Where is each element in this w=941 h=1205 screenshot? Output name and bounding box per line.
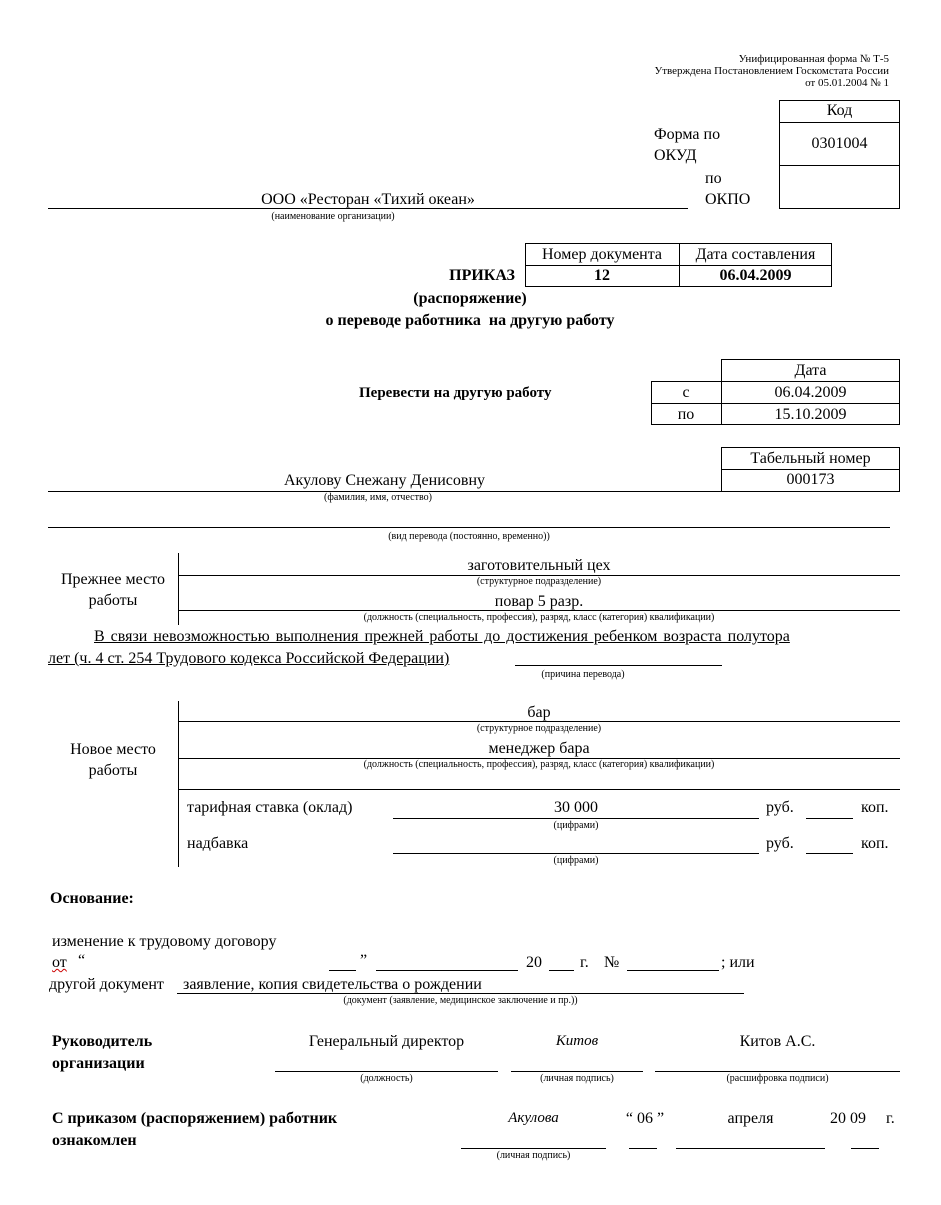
organization-caption: (наименование организации) <box>271 211 395 222</box>
okpo-label-2: ОКПО <box>705 191 751 208</box>
ack-signature-caption: (личная подпись) <box>496 1150 571 1161</box>
previous-position: повар 5 разр. <box>494 593 584 610</box>
open-quote: “ <box>78 952 86 969</box>
rate-kop: коп. <box>861 799 889 816</box>
organization-name: ООО «Ресторан «Тихий океан» <box>261 191 475 208</box>
to-label: по <box>677 406 695 423</box>
from-label: с <box>682 384 690 401</box>
okud-label-1: Форма по <box>654 126 721 143</box>
code-header: Код <box>826 102 853 119</box>
ack-year: 20 09 <box>830 1110 866 1127</box>
year-prefix: 20 <box>526 954 542 971</box>
or-label: ; или <box>721 954 755 971</box>
new-position: менеджер бара <box>488 740 590 757</box>
okpo-label-1: по <box>705 170 722 187</box>
contract-number-field <box>627 970 719 971</box>
rate-label: тарифная ставка (оклад) <box>187 799 353 816</box>
transfer-type-caption: (вид перевода (постоянно, временно)) <box>388 531 550 542</box>
transfer-date-header: Дата <box>794 362 827 379</box>
contract-day-field <box>329 970 356 971</box>
reason-line-1: В связи невозможностью выполнения прежней работы до достижения ребенком возраста полутора <box>94 628 790 645</box>
head-decoding-caption: (расшифровка подписи) <box>726 1073 829 1084</box>
other-doc-value: заявление, копия свидетельства о рождении <box>183 976 482 993</box>
year-suffix: г. <box>580 954 589 971</box>
ack-month: апреля <box>727 1110 774 1127</box>
ack-signature: Акулова <box>508 1110 559 1126</box>
head-decoding: Китов А.С. <box>739 1033 816 1050</box>
number-sign: № <box>604 954 620 971</box>
from-date: 06.04.2009 <box>774 384 847 401</box>
head-label-1: Руководитель <box>52 1033 153 1050</box>
to-date: 15.10.2009 <box>774 406 847 423</box>
head-signature-caption: (личная подпись) <box>540 1073 614 1084</box>
form-name: Унифицированная форма № Т-5 <box>738 53 889 65</box>
bonus-caption: (цифрами) <box>553 855 599 866</box>
previous-place-label-2: работы <box>88 592 138 609</box>
rate-caption: (цифрами) <box>553 820 599 831</box>
close-quote: ” <box>360 952 368 969</box>
bonus-label: надбавка <box>187 835 249 852</box>
document-title: ПРИКАЗ <box>449 267 515 284</box>
new-place-label-2: работы <box>88 762 138 779</box>
reason-caption: (причина перевода) <box>541 669 625 680</box>
head-signature: Китов <box>555 1033 599 1049</box>
doc-number: 12 <box>594 267 610 284</box>
ack-year-suffix: г. <box>886 1110 895 1127</box>
bonus-kop: коп. <box>861 835 889 852</box>
previous-department: заготовительный цех <box>467 557 611 574</box>
rate-rub: руб. <box>766 799 794 816</box>
ack-label-2: ознакомлен <box>52 1132 137 1149</box>
form-approval-date: от 05.01.2004 № 1 <box>805 77 889 89</box>
new-position-caption: (должность (специальность, профессия), разряд, класс (категория) квалификации) <box>363 759 715 770</box>
employee-name-caption: (фамилия, имя, отчество) <box>324 492 432 503</box>
previous-place-label-1: Прежнее место <box>61 571 165 588</box>
head-position: Генеральный директор <box>308 1033 465 1050</box>
contract-month-field <box>376 970 518 971</box>
previous-position-caption: (должность (специальность, профессия), разряд, класс (категория) квалификации) <box>363 612 715 623</box>
new-department: бар <box>527 704 551 721</box>
ack-day: “ 06 ” <box>625 1110 665 1127</box>
contract-change-label: изменение к трудовому договору <box>52 933 277 950</box>
other-doc-label: другой документ <box>49 976 164 993</box>
bonus-rub: руб. <box>766 835 794 852</box>
basis-title: Основание: <box>50 890 134 907</box>
from-word: от <box>52 954 67 971</box>
transfer-label: Перевести на другую работу <box>359 385 552 401</box>
previous-department-caption: (структурное подразделение) <box>476 576 602 587</box>
document-subtitle: (распоряжение) <box>413 290 527 307</box>
reason-line-2: лет (ч. 4 ст. 254 Трудового кодекса Российской Федерации) <box>48 650 450 667</box>
tab-number-header: Табельный номер <box>750 450 871 467</box>
form-approval: Утверждена Постановлением Госкомстата России <box>654 65 889 77</box>
rate-value: 30 000 <box>554 799 598 816</box>
head-label-2: организации <box>52 1055 145 1072</box>
doc-number-header: Номер документа <box>541 246 663 263</box>
doc-date: 06.04.2009 <box>719 267 792 284</box>
ack-label-1: С приказом (распоряжением) работник <box>52 1110 338 1127</box>
head-position-caption: (должность) <box>360 1073 413 1084</box>
document-subject: о переводе работника на другую работу <box>325 312 615 329</box>
tab-number: 000173 <box>786 471 835 488</box>
new-place-label-1: Новое место <box>70 741 156 758</box>
employee-name: Акулову Снежану Денисовну <box>284 472 485 489</box>
okud-label-2: ОКУД <box>654 147 697 164</box>
okud-code: 0301004 <box>811 135 868 152</box>
other-doc-caption: (документ (заявление, медицинское заключение и пр.)) <box>343 995 578 1006</box>
doc-date-header: Дата составления <box>695 246 816 263</box>
new-department-caption: (структурное подразделение) <box>476 723 602 734</box>
contract-year-field <box>549 970 574 971</box>
